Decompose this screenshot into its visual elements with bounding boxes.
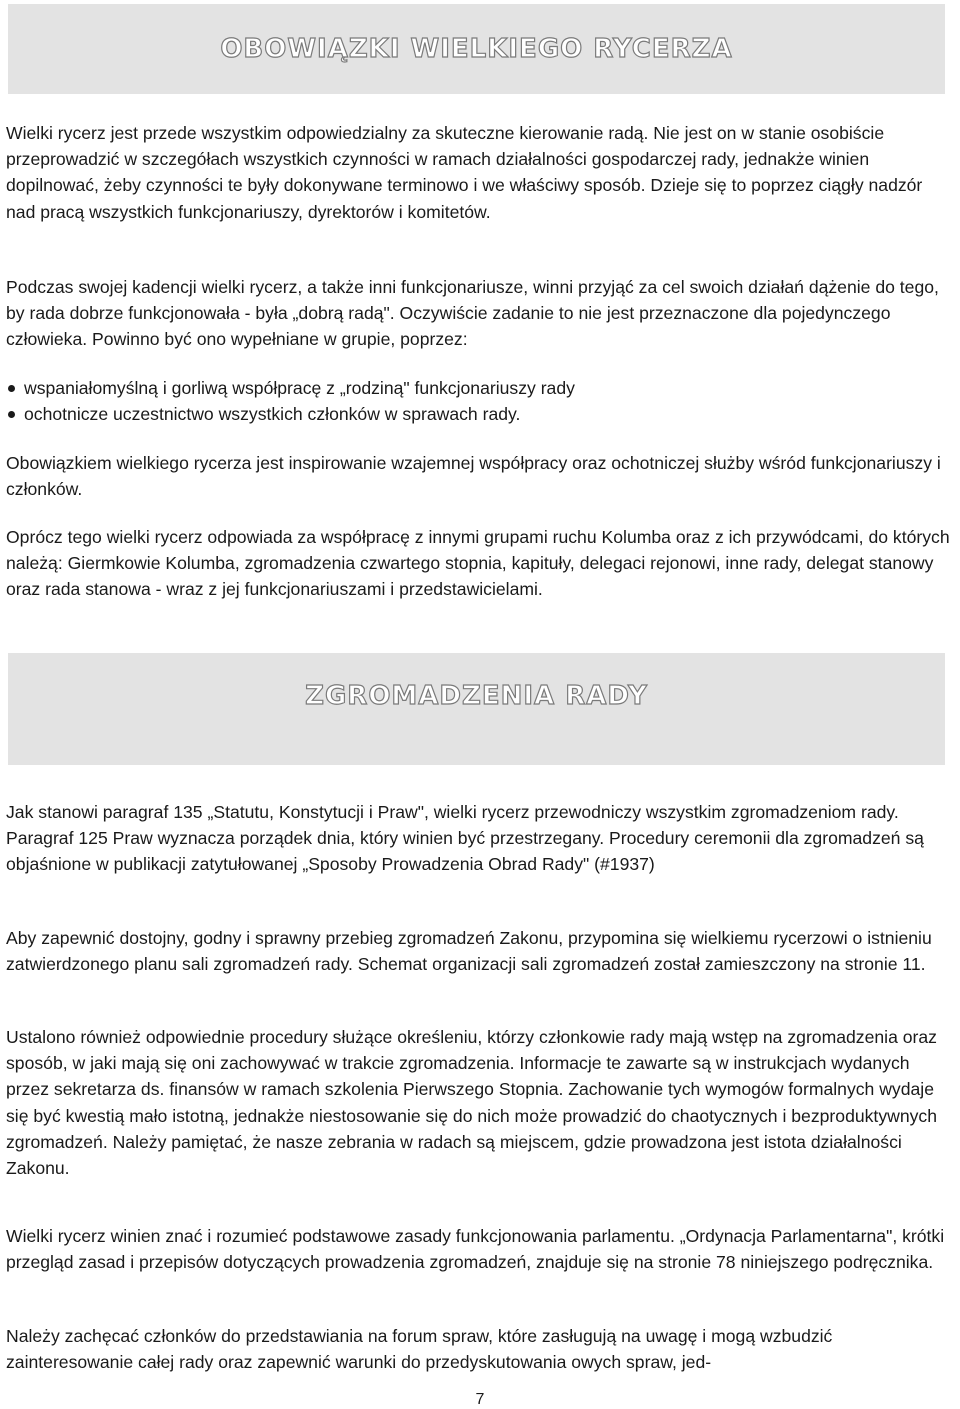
paragraph: Obowiązkiem wielkiego rycerza jest inspirowanie wzajemnej współpracy oraz ochotniczej służby wśród funkcjonariuszy i członków. xyxy=(6,453,941,500)
list-item-text: wspaniałomyślną i gorliwą współpracę z „rodziną" funkcjonariuszy rady xyxy=(24,378,575,398)
paragraph: Oprócz tego wielki rycerz odpowiada za współpracę z innymi grupami ruchu Kolumba oraz z ich przywódcami, do których należą: Giermkowie Kolumba, zgromadzenia czwartego stopnia, kapituły, delegaci rejonowi, inne rady, delegat stanowy oraz rada stanowa - wraz z jej funkcjonariuszami i przedstawicielami. xyxy=(6,527,950,600)
paragraph: Wielki rycerz winien znać i rozumieć podstawowe zasady funkcjonowania parlamentu. „Ordynacja Parlamentarna", krótki przegląd zasad i przepisów dotyczących prowadzenia zgromadzeń, znajduje się na stronie 78 niniejszego podręcznika. xyxy=(6,1226,945,1273)
paragraph: Aby zapewnić dostojny, godny i sprawny przebieg zgromadzeń Zakonu, przypomina się wielkiemu rycerzowi o istnieniu zatwierdzonego planu sali zgromadzeń rady. Schemat organizacji sali zgromadzeń został zamieszczony na stronie 11. xyxy=(6,928,932,975)
list-item xyxy=(6,375,956,401)
bullet-list xyxy=(6,375,956,427)
paragraph: Ustalono również odpowiednie procedury służące określeniu, którzy członkowie rady mają wstęp na zgromadzenia oraz sposób, w jaki mają się oni zachowywać w trakcie zgromadzenia. Informacje te zawarte są w instrukcjach wydanych przez sekretarza ds. finansów w ramach szkolenia Pierwszego Stopnia. Zachowanie tych wymogów formalnych wydaje się być kwestią mało istotną, jednakże niestosowanie się do nich może prowadzić do chaotycznych i bezproduktywnych zgromadzeń. Należy pamiętać, że nasze zebrania w radach są miejscem, gdzie prowadzona jest istota działalności Zakonu. xyxy=(6,1027,937,1179)
list-item xyxy=(6,401,956,427)
section-header-banner xyxy=(8,653,945,765)
paragraph: Jak stanowi paragraf 135 „Statutu, Konstytucji i Praw", wielki rycerz przewodniczy wszystkim zgromadzeniom rady. Paragraf 125 Praw wyznacza porządek dnia, który winien być przestrzegany. Procedury ceremonii dla zgromadzeń są objaśnione w publikacji zatytułowanej „Sposoby Prowadzenia Obrad Rady" (#1937) xyxy=(6,802,924,875)
bullet-icon xyxy=(8,411,15,418)
section-title: ZGROMADZENIA RADY xyxy=(305,681,648,711)
page-number: 7 xyxy=(475,1391,485,1408)
paragraph: Należy zachęcać członków do przedstawiania na forum spraw, które zasługują na uwagę i mogą wzbudzić zainteresowanie całej rady oraz zapewnić warunki do przedyskutowania owych spraw, jed- xyxy=(6,1326,833,1373)
section-title: OBOWIĄZKI WIELKIEGO RYCERZA xyxy=(220,34,733,64)
bullet-icon xyxy=(8,385,15,392)
section-header-banner xyxy=(8,4,945,94)
paragraph: Wielki rycerz jest przede wszystkim odpowiedzialny za skuteczne kierowanie radą. Nie jest on w stanie osobiście przeprowadzić w szczegółach wszystkich czynności w ramach działalności gospodarczej rady, jednakże winien dopilnować, żeby czynności te były dokonywane terminowo i we właściwy sposób. Dzieje się to poprzez ciągły nadzór nad pracą wszystkich funkcjonariuszy, dyrektorów i komitetów. xyxy=(6,123,923,222)
paragraph: Podczas swojej kadencji wielki rycerz, a także inni funkcjonariusze, winni przyjąć za cel swoich działań dążenie do tego, by rada dobrze funkcjonowała - była „dobrą radą". Oczywiście zadanie to nie jest przeznaczone dla pojedynczego człowieka. Powinno być ono wypełniane w grupie, poprzez: xyxy=(6,277,939,350)
list-item-text: ochotnicze uczestnictwo wszystkich członków w sprawach rady. xyxy=(24,404,521,425)
